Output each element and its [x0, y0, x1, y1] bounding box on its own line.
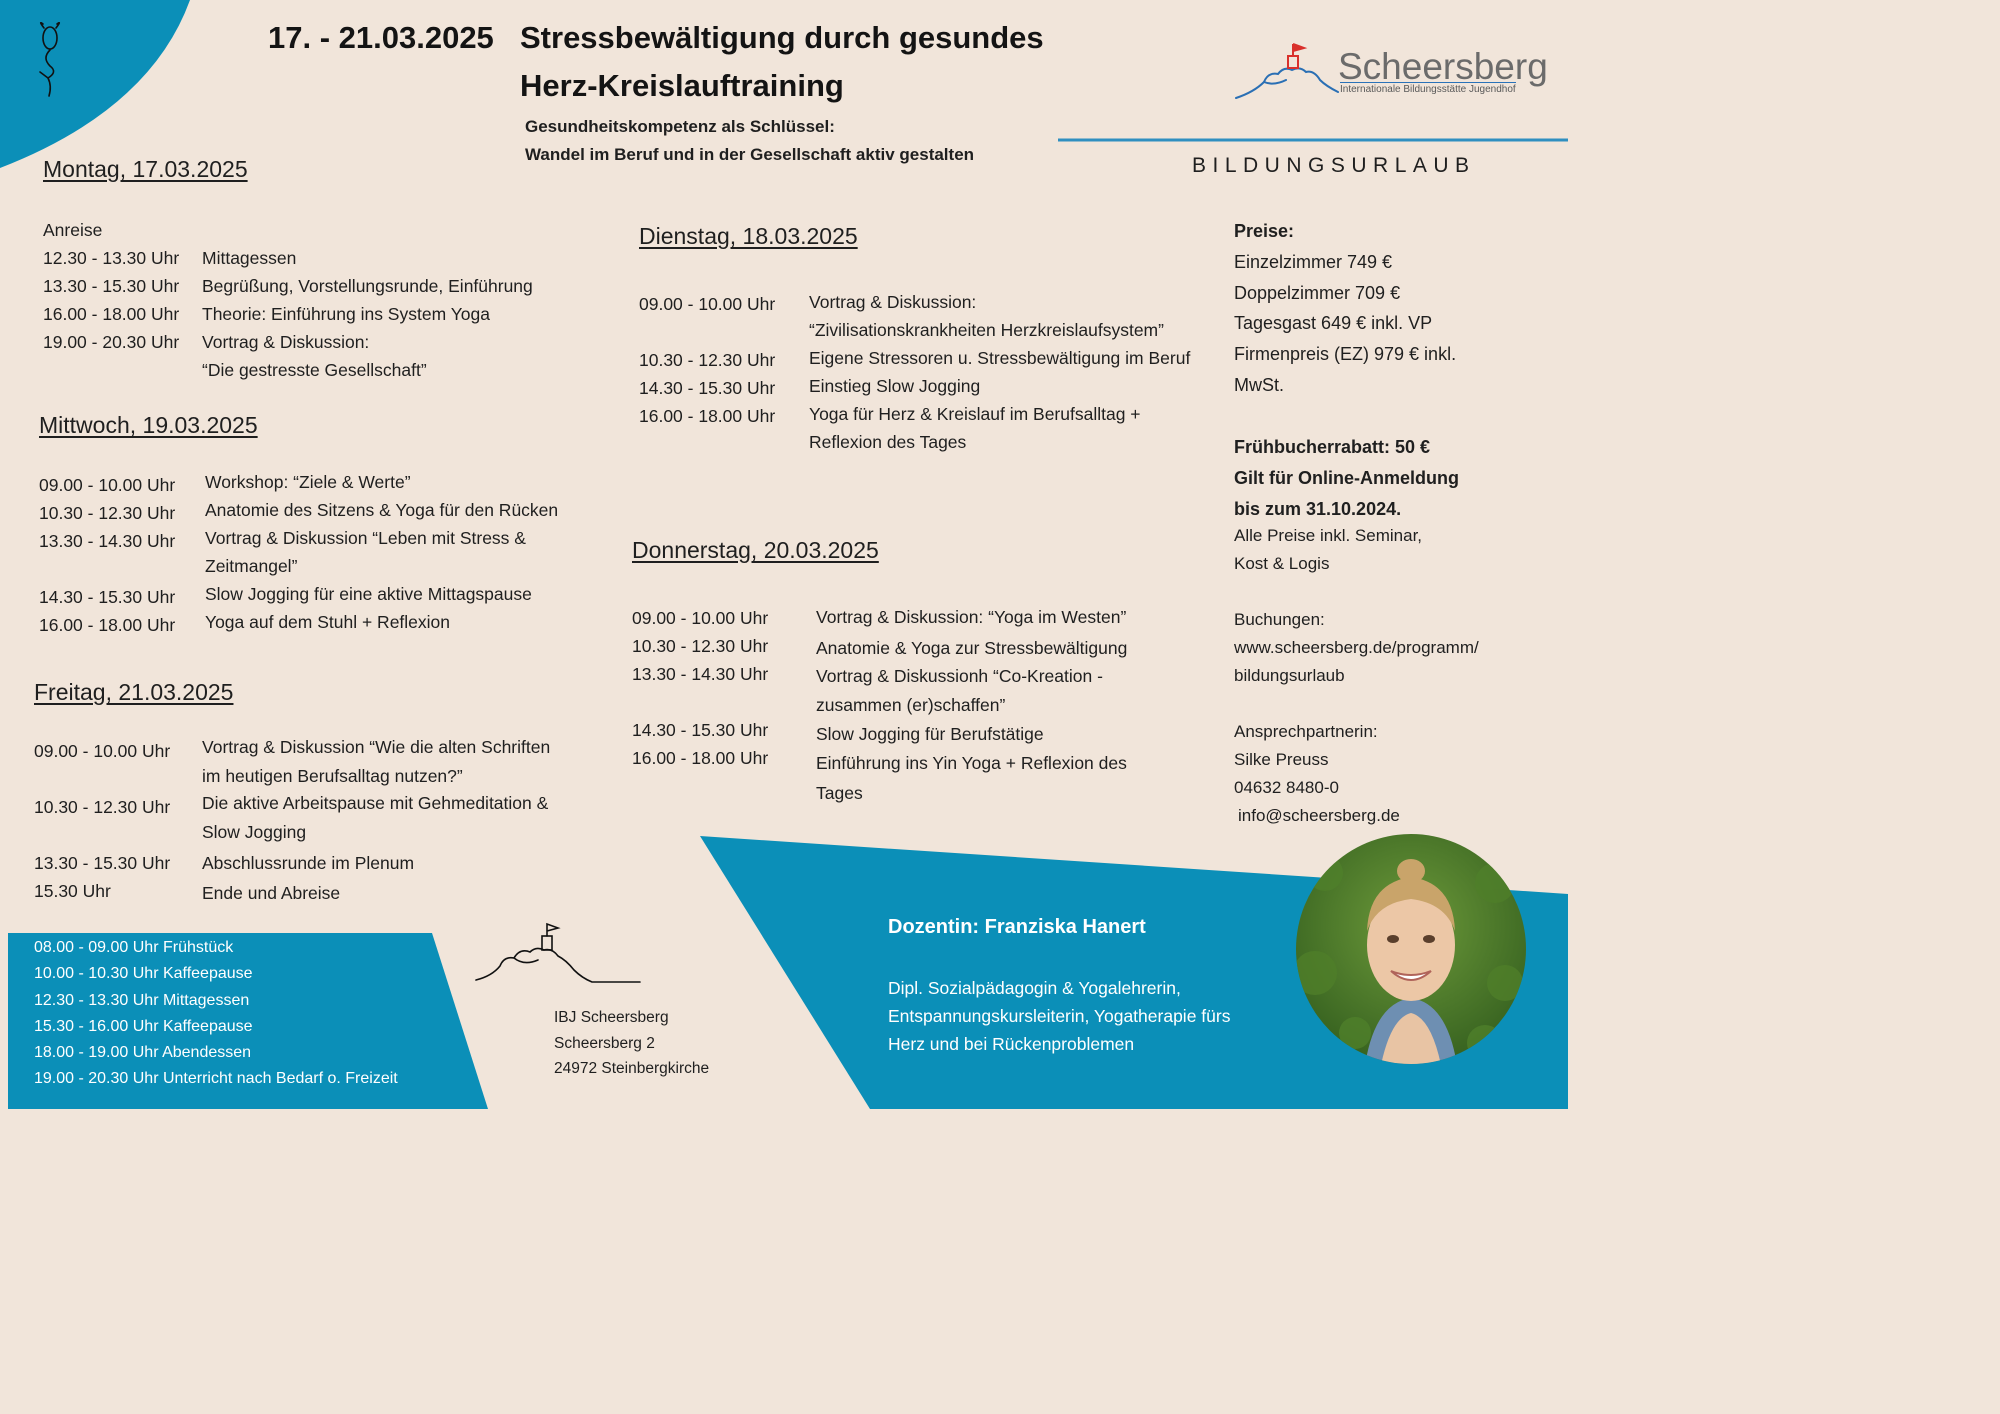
row-time: 09.00 - 10.00 Uhr	[639, 294, 776, 314]
row-desc: Vortrag & Diskussion “Leben mit Stress &	[205, 528, 526, 548]
price-line: Doppelzimmer 709 €	[1234, 282, 1401, 303]
price-note-line: Alle Preise inkl. Seminar,	[1234, 526, 1423, 545]
row-desc-continued: zusammen (er)schaffen”	[816, 695, 1006, 715]
row-desc-continued: Reflexion des Tages	[809, 432, 967, 452]
row-time: 16.00 - 18.00 Uhr	[632, 748, 769, 768]
row-desc: Slow Jogging für eine aktive Mittagspause	[205, 584, 532, 604]
meal-time: 15.30 - 16.00 Uhr Kaffeepause	[34, 1018, 253, 1035]
subtitle-line-1: Gesundheitskompetenz als Schlüssel:	[525, 117, 835, 136]
contact-name: Silke Preuss	[1234, 750, 1329, 769]
prices-heading: Preise:	[1234, 221, 1295, 241]
row-time: 10.30 - 12.30 Uhr	[639, 350, 776, 370]
day-title-montag: Montag, 17.03.2025	[43, 156, 248, 182]
price-line: MwSt.	[1234, 374, 1285, 395]
row-desc-continued: im heutigen Berufsalltag nutzen?”	[202, 766, 463, 786]
early-bird-section	[1234, 432, 1459, 524]
row-desc: Vortrag & Diskussionh “Co-Kreation -	[816, 666, 1103, 686]
row-desc: Ende und Abreise	[202, 883, 341, 903]
day-title-mittwoch: Mittwoch, 19.03.2025	[39, 412, 258, 438]
row-desc: Yoga für Herz & Kreislauf im Berufsalltag +	[809, 404, 1141, 424]
row-time: 13.30 - 15.30 Uhr	[34, 853, 171, 873]
contact-section	[1234, 718, 1400, 830]
contact-label: Ansprechpartnerin:	[1234, 722, 1378, 741]
row-desc: Eigene Stressoren u. Stressbewältigung im Beruf	[809, 348, 1191, 368]
row-time: 15.30 Uhr	[34, 881, 111, 901]
address-line: IBJ Scheersberg	[554, 1009, 669, 1026]
row-time: 16.00 - 18.00 Uhr	[39, 615, 176, 635]
row-desc-continued: “Zivilisationskrankheiten Herzkreislaufsystem”	[809, 320, 1164, 340]
row-time: 14.30 - 15.30 Uhr	[639, 378, 776, 398]
yoga-figure-icon	[30, 22, 70, 98]
row-time: 13.30 - 14.30 Uhr	[632, 664, 769, 684]
row-time: 13.30 - 14.30 Uhr	[39, 531, 176, 551]
title-line-1: Stressbewältigung durch gesundes	[520, 20, 1044, 55]
lecturer-description	[888, 974, 1230, 1058]
row-desc-continued: Tages	[816, 783, 863, 803]
row-time: 14.30 - 15.30 Uhr	[632, 720, 769, 740]
lecturer-desc-line: Dipl. Sozialpädagogin & Yogalehrerin,	[888, 978, 1181, 998]
booking-url-line-1[interactable]: www.scheersberg.de/programm/	[1234, 638, 1479, 657]
price-line: Firmenpreis (EZ) 979 € inkl.	[1234, 344, 1457, 365]
row-desc: Workshop: “Ziele & Werte”	[205, 472, 411, 492]
top-left-blue-shape	[0, 0, 190, 168]
row-time: 09.00 - 10.00 Uhr	[39, 475, 176, 495]
row-time: 09.00 - 10.00 Uhr	[632, 608, 769, 628]
price-note-line: Kost & Logis	[1234, 554, 1330, 573]
row-desc-continued: Slow Jogging	[202, 822, 307, 842]
row-time: 12.30 - 13.30 Uhr	[43, 248, 180, 268]
row-time: 10.30 - 12.30 Uhr	[34, 797, 171, 817]
row-desc: Einführung ins Yin Yoga + Reflexion des	[816, 753, 1127, 773]
contact-email[interactable]: info@scheersberg.de	[1238, 806, 1400, 825]
meal-time: 19.00 - 20.30 Uhr Unterricht nach Bedarf o. Freizeit	[34, 1070, 398, 1087]
address-block	[554, 1005, 709, 1082]
address-line: Scheersberg 2	[554, 1034, 655, 1052]
title-line-2: Herz-Kreislauftraining	[520, 68, 844, 103]
row-desc: Vortrag & Diskussion: “Yoga im Westen”	[816, 607, 1127, 627]
row-desc: Slow Jogging für Berufstätige	[816, 724, 1044, 744]
lecturer-desc-line: Entspannungskursleiterin, Yogatherapie fürs	[888, 1006, 1231, 1026]
row-time: 16.00 - 18.00 Uhr	[43, 304, 180, 324]
early-bird-line: Frühbucherrabatt: 50 €	[1234, 437, 1431, 457]
row-time: 14.30 - 15.30 Uhr	[39, 587, 176, 607]
lecturer-name: Dozentin: Franziska Hanert	[888, 916, 1146, 938]
scheersberg-logo-mark	[1234, 42, 1340, 102]
early-bird-line: Gilt für Online-Anmeldung	[1234, 467, 1459, 488]
logo-name: Scheersberg	[1338, 46, 1548, 87]
row-desc: Theorie: Einführung ins System Yoga	[202, 304, 490, 324]
row-desc: Yoga auf dem Stuhl + Reflexion	[205, 612, 451, 632]
date-range: 17. - 21.03.2025	[268, 20, 494, 55]
day-title-dienstag: Dienstag, 18.03.2025	[639, 223, 858, 249]
row-desc-continued: “Die gestresste Gesellschaft”	[202, 360, 427, 380]
booking-url-line-2[interactable]: bildungsurlaub	[1234, 666, 1345, 685]
row-desc-continued: Zeitmangel”	[205, 556, 298, 576]
prices-section	[1234, 216, 1456, 401]
row-desc: Vortrag & Diskussion “Wie die alten Schriften	[202, 737, 551, 757]
booking-label: Buchungen:	[1234, 610, 1325, 629]
meal-time: 08.00 - 09.00 Uhr Frühstück	[34, 939, 234, 956]
row-time: 10.30 - 12.30 Uhr	[632, 636, 769, 656]
castle-illustration	[474, 920, 642, 986]
category-label: BILDUNGSURLAUB	[1192, 154, 1476, 177]
lecturer-desc-line: Herz und bei Rückenproblemen	[888, 1034, 1135, 1054]
row-desc: Anatomie & Yoga zur Stressbewältigung	[816, 638, 1128, 658]
anreise-label: Anreise	[43, 220, 103, 240]
subtitle-line-2: Wandel im Beruf und in der Gesellschaft aktiv gestalten	[525, 145, 975, 164]
row-desc: Vortrag & Diskussion:	[809, 292, 977, 312]
row-time: 10.30 - 12.30 Uhr	[39, 503, 176, 523]
row-time: 16.00 - 18.00 Uhr	[639, 406, 776, 426]
row-desc: Anatomie des Sitzens & Yoga für den Rücken	[205, 500, 559, 520]
row-time: 09.00 - 10.00 Uhr	[34, 741, 171, 761]
early-bird-line: bis zum 31.10.2024.	[1234, 498, 1402, 519]
price-note	[1234, 522, 1422, 578]
row-desc: Abschlussrunde im Plenum	[202, 853, 415, 873]
price-line: Einzelzimmer 749 €	[1234, 251, 1393, 272]
row-desc: Vortrag & Diskussion:	[202, 332, 370, 352]
booking-section	[1234, 606, 1479, 690]
meal-time: 12.30 - 13.30 Uhr Mittagessen	[34, 992, 250, 1009]
meal-time: 10.00 - 10.30 Uhr Kaffeepause	[34, 965, 253, 982]
row-desc: Begrüßung, Vorstellungsrunde, Einführung	[202, 276, 533, 296]
row-desc: Mittagessen	[202, 248, 297, 268]
lecturer-portrait	[1295, 833, 1527, 1065]
contact-phone: 04632 8480-0	[1234, 778, 1339, 797]
day-title-donnerstag: Donnerstag, 20.03.2025	[632, 537, 879, 563]
meal-time: 18.00 - 19.00 Uhr Abendessen	[34, 1044, 252, 1061]
row-desc: Einstieg Slow Jogging	[809, 376, 981, 396]
row-time: 19.00 - 20.30 Uhr	[43, 332, 180, 352]
row-desc: Die aktive Arbeitspause mit Gehmeditation &	[202, 793, 549, 813]
day-title-freitag: Freitag, 21.03.2025	[34, 679, 234, 705]
price-line: Tagesgast 649 € inkl. VP	[1234, 313, 1433, 334]
address-line: 24972 Steinbergkirche	[554, 1060, 710, 1077]
row-time: 13.30 - 15.30 Uhr	[43, 276, 180, 296]
logo-tagline: Internationale Bildungsstätte Jugendhof	[1340, 84, 1516, 95]
